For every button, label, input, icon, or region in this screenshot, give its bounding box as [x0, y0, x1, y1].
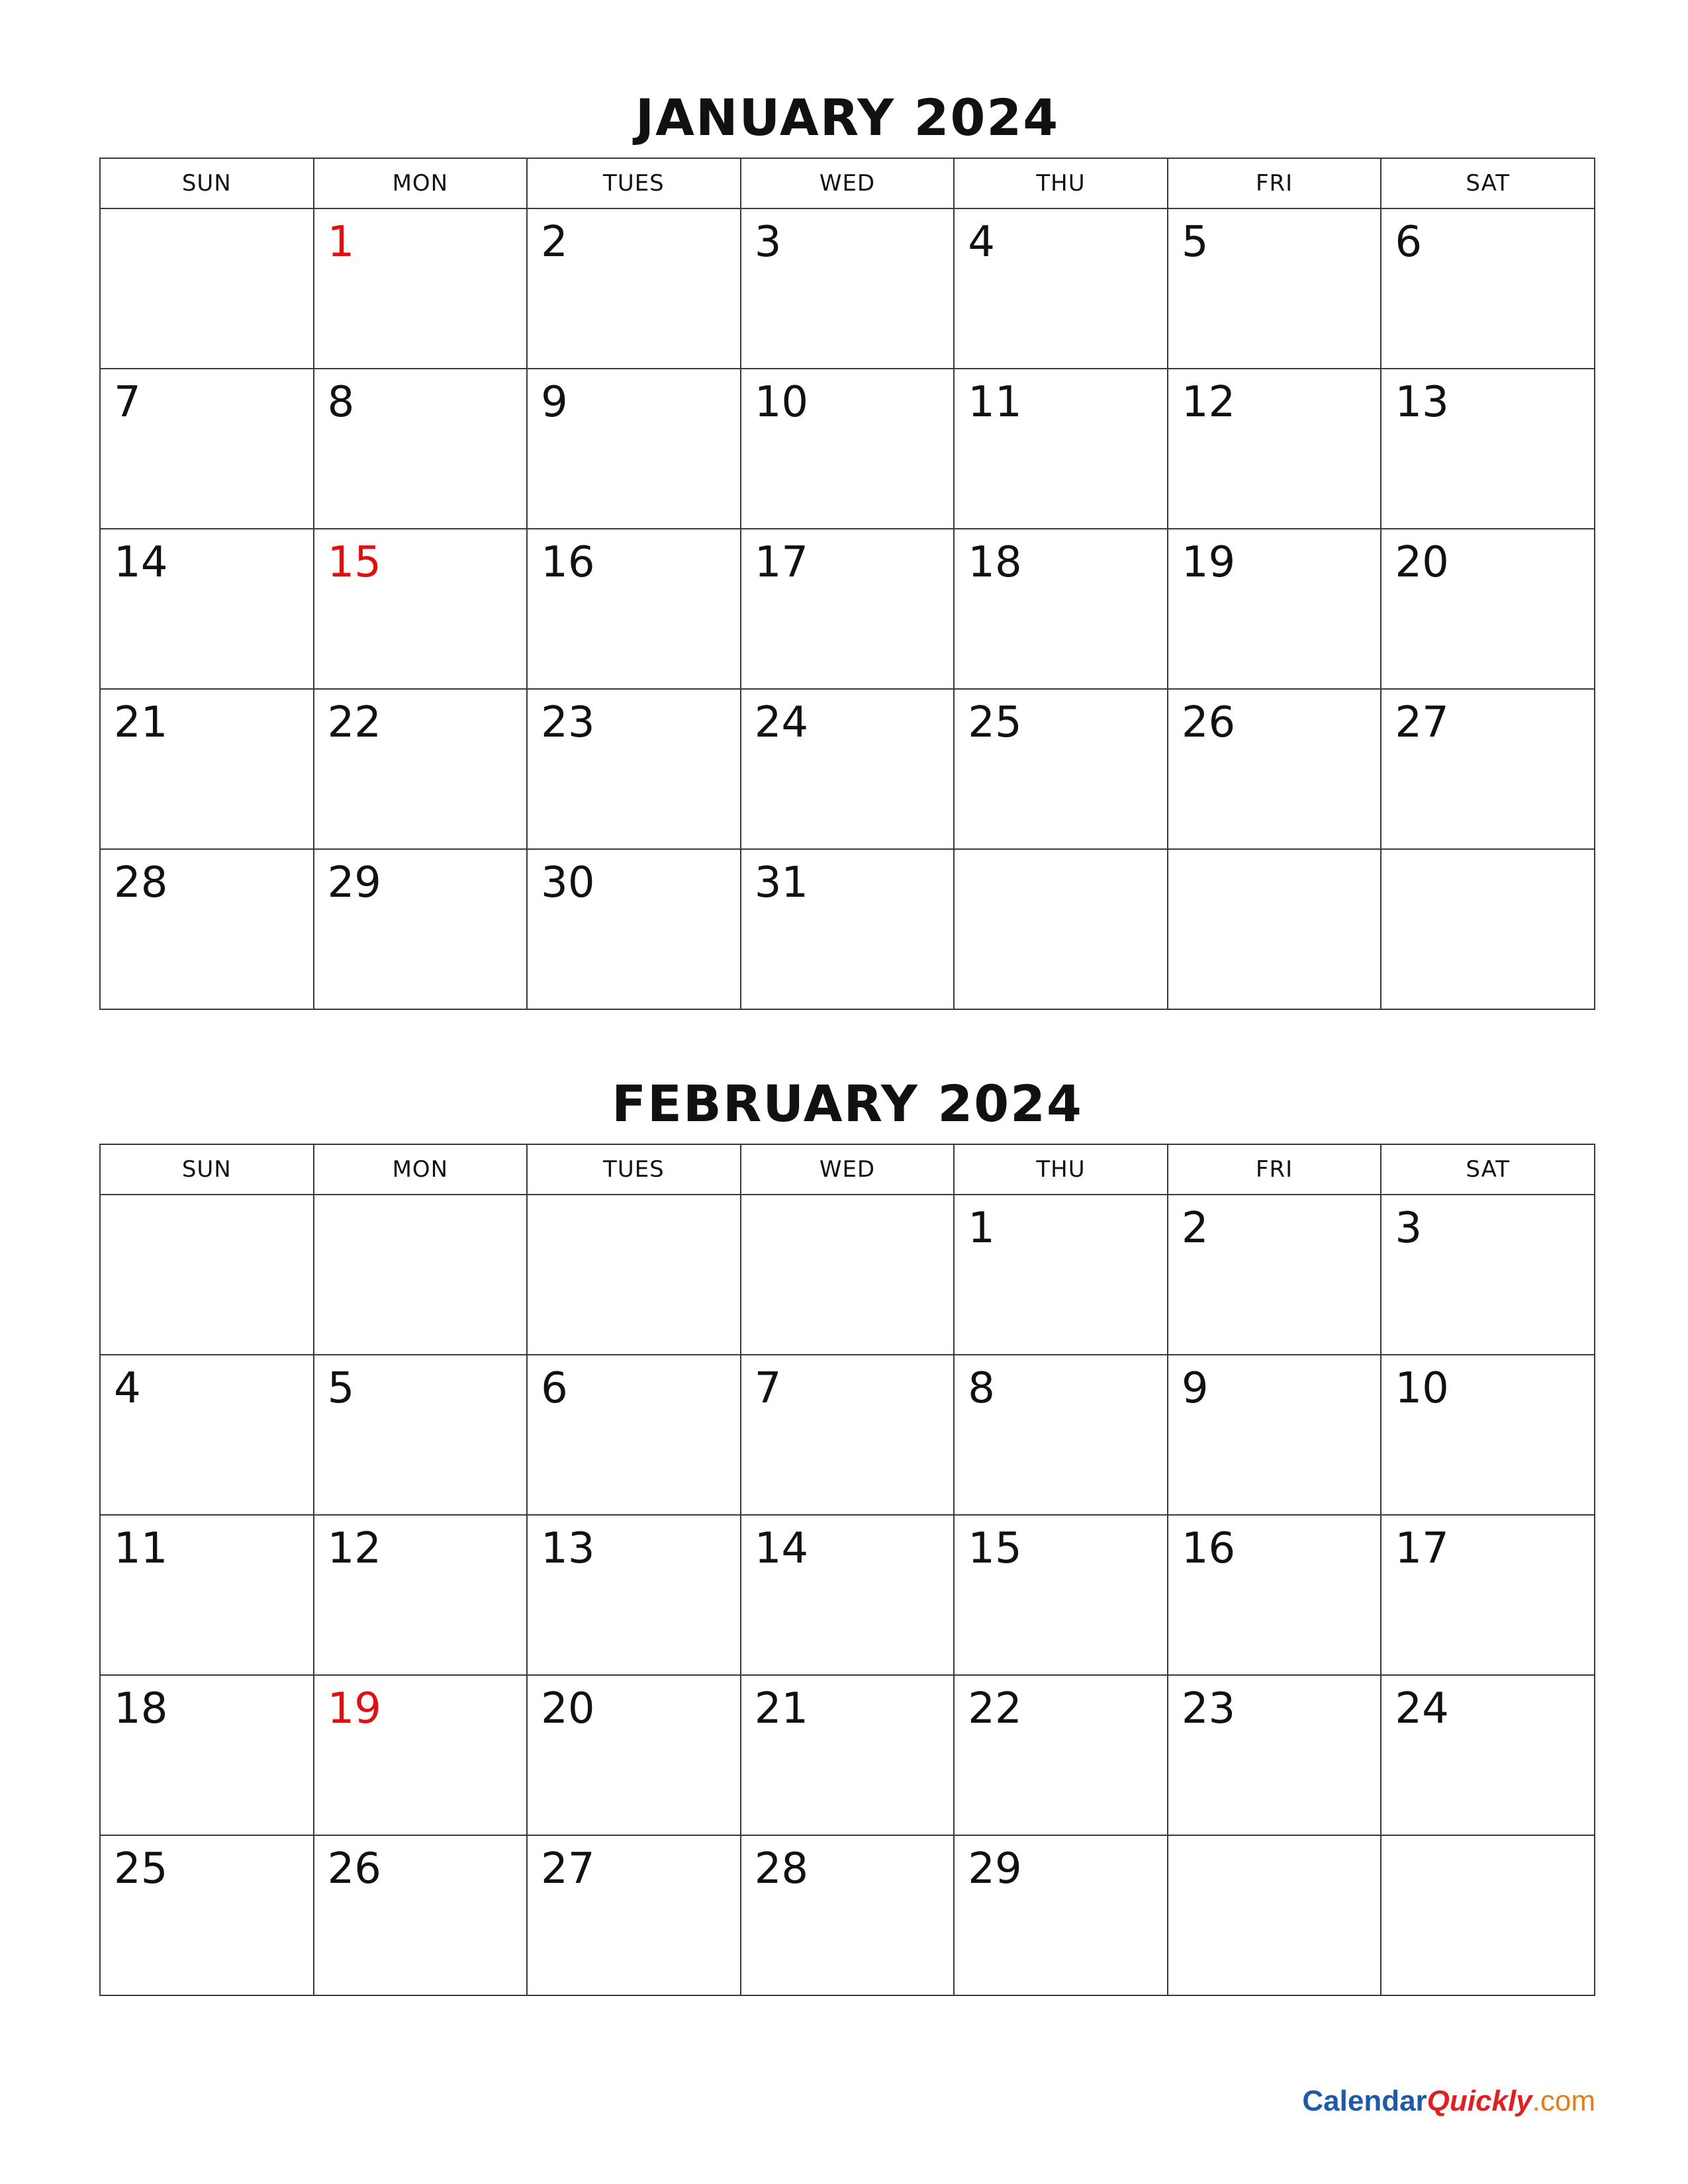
brand-part-com: .com [1532, 2085, 1595, 2117]
day-number: 16 [1181, 1524, 1236, 1573]
weekday-header-sat: SAT [1381, 158, 1595, 208]
day-number: 6 [1395, 218, 1423, 267]
weekday-header-row [100, 158, 1595, 208]
empty-day-cell [1168, 849, 1382, 1009]
day-cell [1168, 1355, 1382, 1515]
day-cell [954, 689, 1168, 849]
day-cell [954, 1195, 1168, 1355]
day-number: 15 [327, 538, 381, 587]
weekday-header-fri: FRI [1168, 1144, 1382, 1195]
day-cell [1381, 208, 1595, 369]
day-number: 5 [327, 1364, 355, 1413]
day-cell [1381, 1515, 1595, 1675]
day-number: 2 [1181, 1204, 1209, 1253]
day-number: 12 [327, 1524, 381, 1573]
day-cell [1168, 1515, 1382, 1675]
day-cell [527, 529, 741, 689]
day-cell [314, 369, 528, 529]
day-cell [1168, 1675, 1382, 1835]
calendar-body [100, 208, 1595, 1009]
day-number: 24 [1395, 1684, 1449, 1733]
day-cell [527, 1515, 741, 1675]
day-number: 2 [541, 218, 568, 267]
day-number: 18 [968, 538, 1022, 587]
calendar-month-february [99, 1074, 1595, 1893]
day-number: 23 [541, 698, 595, 747]
day-cell [954, 208, 1168, 369]
day-number: 31 [754, 858, 809, 907]
day-number: 19 [327, 1684, 381, 1733]
day-cell [1381, 1195, 1595, 1355]
brand-part-quickly: Quickly [1427, 2085, 1532, 2117]
day-cell [954, 369, 1168, 529]
weekday-header-tues: TUES [527, 158, 741, 208]
day-cell [1168, 1195, 1382, 1355]
day-number: 19 [1181, 538, 1236, 587]
day-cell [527, 369, 741, 529]
day-number: 13 [1395, 378, 1449, 427]
empty-day-cell [954, 849, 1168, 1009]
day-number: 20 [1395, 538, 1449, 587]
week-row [100, 1195, 1595, 1355]
day-number: 27 [1395, 698, 1449, 747]
weekday-header-wed: WED [741, 1144, 955, 1195]
day-cell [314, 529, 528, 689]
week-row [100, 1675, 1595, 1835]
weekday-header-row [100, 1144, 1595, 1195]
day-number: 4 [968, 218, 995, 267]
day-cell [1381, 529, 1595, 689]
month-title: FEBRUARY 2024 [612, 1074, 1083, 1133]
weekday-header-thu: THU [954, 1144, 1168, 1195]
day-number: 21 [754, 1684, 809, 1733]
weekday-header-sat: SAT [1381, 1144, 1595, 1195]
day-number: 7 [754, 1364, 782, 1413]
day-cell [527, 1675, 741, 1835]
day-number: 22 [968, 1684, 1022, 1733]
day-cell [954, 1515, 1168, 1675]
day-number: 28 [754, 1844, 809, 1893]
day-cell [527, 1835, 741, 1995]
empty-day-cell [1168, 1835, 1382, 1995]
day-number: 26 [1181, 698, 1236, 747]
day-cell [741, 208, 955, 369]
day-cell [527, 1355, 741, 1515]
week-row [100, 208, 1595, 369]
day-number: 29 [968, 1844, 1022, 1893]
weekday-header-wed: WED [741, 158, 955, 208]
day-cell [314, 1515, 528, 1675]
weekday-header-mon: MON [314, 1144, 528, 1195]
day-cell [1381, 1355, 1595, 1515]
day-cell [1168, 369, 1382, 529]
weekday-header-sun: SUN [100, 1144, 314, 1195]
day-number: 26 [327, 1844, 381, 1893]
day-cell [100, 849, 314, 1009]
day-number: 24 [754, 698, 809, 747]
day-cell [1168, 208, 1382, 369]
day-cell [1168, 689, 1382, 849]
day-cell [741, 529, 955, 689]
day-number: 15 [968, 1524, 1022, 1573]
day-number: 10 [1395, 1364, 1449, 1413]
empty-day-cell [100, 208, 314, 369]
day-cell [314, 849, 528, 1009]
day-number: 12 [1181, 378, 1236, 427]
day-number: 1 [327, 218, 355, 267]
day-cell [954, 1835, 1168, 1995]
day-cell [1168, 529, 1382, 689]
day-number: 16 [541, 538, 595, 587]
day-cell [100, 1675, 314, 1835]
day-number: 10 [754, 378, 809, 427]
day-cell [314, 1355, 528, 1515]
day-cell [314, 1835, 528, 1995]
day-number: 17 [754, 538, 809, 587]
weekday-header-thu: THU [954, 158, 1168, 208]
day-number: 11 [114, 1524, 168, 1573]
empty-day-cell [741, 1195, 955, 1355]
week-row [100, 1515, 1595, 1675]
day-number: 17 [1395, 1524, 1449, 1573]
day-number: 7 [114, 378, 141, 427]
day-cell [100, 529, 314, 689]
day-cell [314, 689, 528, 849]
day-cell [741, 1355, 955, 1515]
day-number: 14 [114, 538, 168, 587]
empty-day-cell [314, 1195, 528, 1355]
day-number: 18 [114, 1684, 168, 1733]
day-number: 25 [114, 1844, 168, 1893]
day-cell [527, 849, 741, 1009]
day-cell [100, 1355, 314, 1515]
week-row [100, 1835, 1595, 1995]
day-number: 13 [541, 1524, 595, 1573]
day-number: 9 [1181, 1364, 1209, 1413]
day-cell [741, 849, 955, 1009]
empty-day-cell [1381, 1835, 1595, 1995]
day-number: 3 [1395, 1204, 1423, 1253]
empty-day-cell [100, 1195, 314, 1355]
day-cell [100, 1515, 314, 1675]
day-number: 23 [1181, 1684, 1236, 1733]
day-number: 6 [541, 1364, 568, 1413]
day-number: 25 [968, 698, 1022, 747]
day-cell [314, 1675, 528, 1835]
week-row [100, 689, 1595, 849]
weekday-header-fri: FRI [1168, 158, 1382, 208]
day-cell [954, 1355, 1168, 1515]
brand-part-calendar: Calendar [1302, 2085, 1427, 2117]
calendar-grid [99, 158, 1595, 1010]
day-number: 4 [114, 1364, 141, 1413]
weekday-header-tues: TUES [527, 1144, 741, 1195]
day-cell [741, 369, 955, 529]
day-number: 28 [114, 858, 168, 907]
day-number: 30 [541, 858, 595, 907]
day-cell [741, 1675, 955, 1835]
day-cell [1381, 689, 1595, 849]
day-cell [741, 689, 955, 849]
day-cell [741, 1835, 955, 1995]
day-cell [741, 1515, 955, 1675]
day-number: 21 [114, 698, 168, 747]
day-number: 8 [327, 378, 355, 427]
day-cell [1381, 1675, 1595, 1835]
day-number: 20 [541, 1684, 595, 1733]
day-cell [1381, 369, 1595, 529]
day-cell [100, 369, 314, 529]
day-number: 27 [541, 1844, 595, 1893]
day-number: 14 [754, 1524, 809, 1573]
day-cell [954, 529, 1168, 689]
day-number: 29 [327, 858, 381, 907]
day-cell [314, 208, 528, 369]
day-cell [100, 1835, 314, 1995]
month-title: JANUARY 2024 [635, 88, 1060, 147]
day-number: 5 [1181, 218, 1209, 267]
day-cell [100, 689, 314, 849]
day-number: 22 [327, 698, 381, 747]
week-row [100, 849, 1595, 1009]
week-row [100, 529, 1595, 689]
empty-day-cell [527, 1195, 741, 1355]
day-number: 11 [968, 378, 1022, 427]
empty-day-cell [1381, 849, 1595, 1009]
week-row [100, 1355, 1595, 1515]
calendar-month-january [99, 88, 1595, 907]
day-number: 3 [754, 218, 782, 267]
day-number: 8 [968, 1364, 995, 1413]
day-number: 1 [968, 1204, 995, 1253]
day-number: 9 [541, 378, 568, 427]
calendar-body [100, 1195, 1595, 1995]
day-cell [527, 208, 741, 369]
brand-logo[interactable] [1302, 2085, 1595, 2118]
day-cell [527, 689, 741, 849]
weekday-header-mon: MON [314, 158, 528, 208]
week-row [100, 369, 1595, 529]
calendar-grid [99, 1144, 1595, 1996]
weekday-header-sun: SUN [100, 158, 314, 208]
day-cell [954, 1675, 1168, 1835]
